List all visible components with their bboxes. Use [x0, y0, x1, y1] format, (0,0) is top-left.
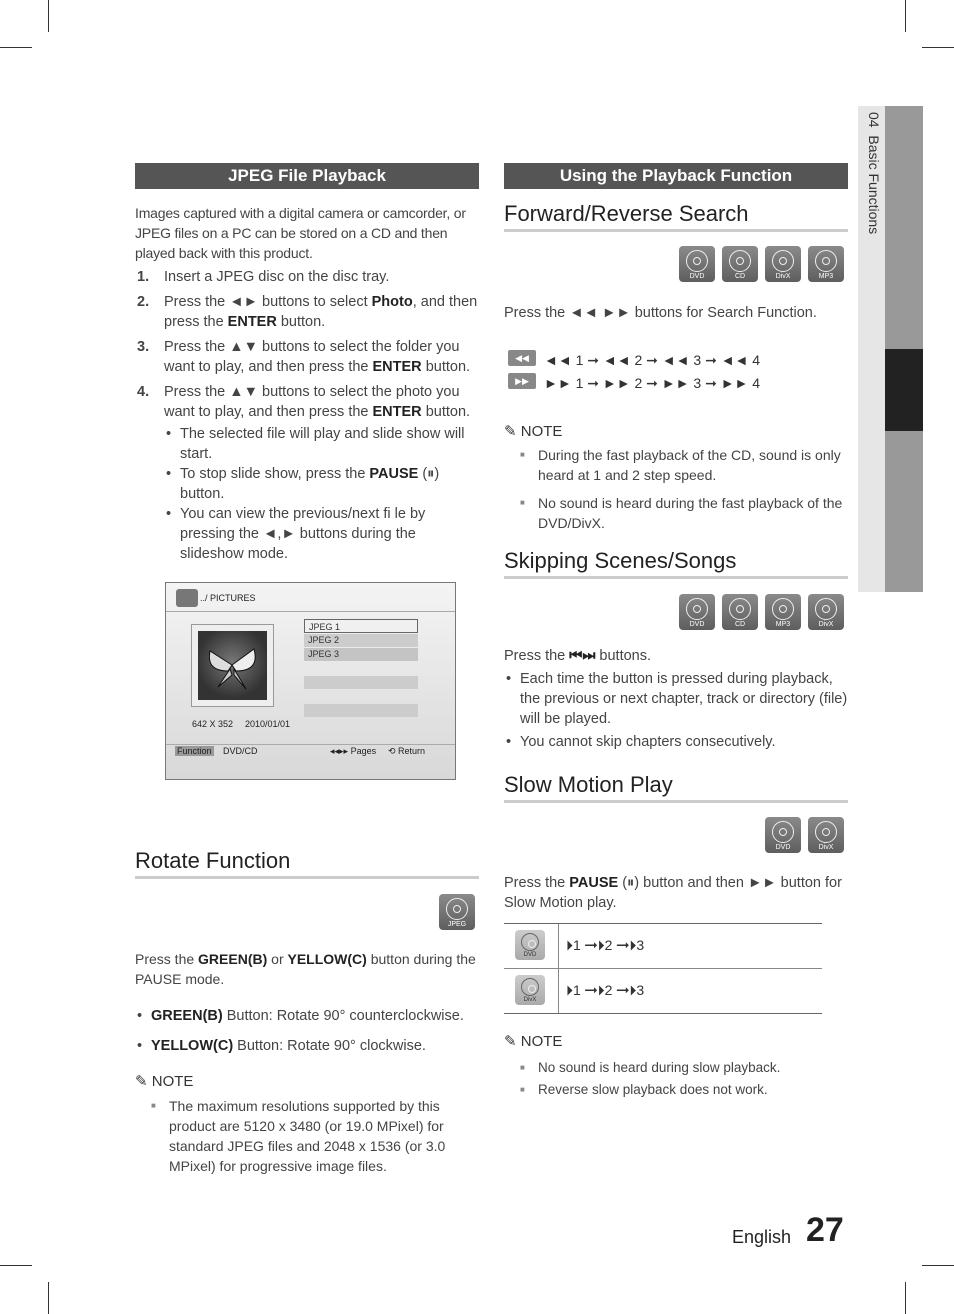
skip-title: Skipping Scenes/Songs: [504, 548, 848, 579]
chapter-number: 04: [866, 112, 882, 128]
table-icon-cell: [504, 969, 559, 1013]
divx-disc-icon: DivX: [808, 594, 844, 630]
file-item-empty: [304, 676, 418, 689]
source-label: DVD/CD: [223, 746, 258, 756]
dvd-disc-icon: DVD: [765, 817, 801, 853]
crop-mark: [905, 1282, 906, 1314]
butterfly-icon: [198, 631, 267, 700]
sidebar-label: [862, 112, 882, 312]
step-4: 4. Press the ▲▼ buttons to select the photo you want to play, and then press the ENTER button.: [137, 384, 471, 420]
dvd-disc-icon: DVD: [515, 930, 545, 960]
slow-sequence: ⏵1 ➞⏵2 ➞⏵3: [566, 982, 645, 998]
note-item: ■ The maximum resolutions supported by this product are 5120 x 3480 (or 19.0 MPixel) for standard JPEG files and 2048 x 1536 (or 3.0 MPixel) for progressive image files.: [149, 1096, 464, 1176]
bullet: • You cannot skip chapters consecutively.: [504, 732, 848, 752]
cd-disc-icon: CD: [722, 246, 758, 282]
mp3-disc-icon: MP3: [808, 246, 844, 282]
rotate-bullets: [135, 1006, 480, 1056]
photo-browser-screenshot: [165, 582, 456, 780]
skip-bullets: [504, 669, 848, 752]
photo-thumbnail: [191, 624, 274, 707]
rotate-notes: [149, 1096, 464, 1184]
butterfly-image: [198, 631, 267, 700]
file-item-empty: [304, 704, 418, 717]
jpeg-steps: [135, 267, 480, 564]
sidebar-band: [885, 431, 923, 592]
crop-mark: [48, 1282, 49, 1314]
return-hint: ⟲ Return: [388, 746, 426, 756]
slow-notes: [518, 1058, 848, 1108]
search-notes: [518, 445, 848, 541]
slow-title: Slow Motion Play: [504, 772, 848, 803]
folder-icon: [176, 589, 198, 607]
crop-mark: [922, 47, 954, 48]
slow-text: Press the PAUSE (⏸) button and then ►► button for Slow Motion play.: [504, 875, 842, 911]
photo-date: 2010/01/01: [245, 719, 291, 729]
skip-text: Press the ⏮⏭ buttons.: [504, 648, 652, 664]
jpeg-disc-icon: JPEG: [439, 894, 475, 930]
divx-disc-icon: DivX: [808, 817, 844, 853]
file-item-selected[interactable]: JPEG 1: [304, 619, 418, 633]
note-heading: ✎ NOTE: [504, 423, 563, 440]
rotate-text: Press the GREEN(B) or YELLOW(C) button during the PAUSE mode.: [135, 951, 476, 987]
pencil-icon: ✎: [504, 1033, 521, 1050]
note-item: ■ Reverse slow playback does not work.: [518, 1080, 848, 1100]
sidebar-band: [885, 106, 923, 349]
note-heading: ✎ NOTE: [504, 1033, 563, 1050]
footer-language: English: [732, 1227, 792, 1247]
function-button[interactable]: Function: [177, 746, 212, 756]
chapter-title: Basic Functions: [866, 135, 882, 235]
dvd-disc-icon: DVD: [679, 246, 715, 282]
table-icon-cell: [504, 924, 559, 968]
crop-mark: [905, 0, 906, 32]
rotate-title: Rotate Function: [135, 848, 479, 879]
cd-disc-icon: CD: [722, 594, 758, 630]
slow-sequence: ⏵1 ➞⏵2 ➞⏵3: [566, 937, 645, 953]
section-bar-playback: Using the Playback Function: [504, 163, 848, 189]
note-item: ■ No sound is heard during the fast playback of the DVD/DivX.: [518, 493, 848, 533]
search-title: Forward/Reverse Search: [504, 201, 848, 232]
divx-disc-icon: DivX: [765, 246, 801, 282]
step-3: 3. Press the ▲▼ buttons to select the folder you want to play, and then press the ENTER button.: [137, 339, 471, 375]
fast-forward-icon: ▶▶: [508, 373, 536, 389]
pages-hint: ◂◂▸▸ Pages: [330, 746, 377, 756]
rewind-sequence: ◄◄ 1 ➞ ◄◄ 2 ➞ ◄◄ 3 ➞ ◄◄ 4: [544, 352, 761, 368]
step-4-bullets: [135, 424, 480, 564]
note-item: ■ During the fast playback of the CD, sound is only heard at 1 and 2 step speed.: [518, 445, 848, 485]
crop-mark: [0, 1265, 32, 1266]
forward-sequence: ►► 1 ➞ ►► 2 ➞ ►► 3 ➞ ►► 4: [544, 375, 761, 391]
table-row: [504, 969, 822, 1013]
dvd-disc-icon: DVD: [679, 594, 715, 630]
step-1: 1. Insert a JPEG disc on the disc tray.: [137, 269, 390, 285]
file-item[interactable]: JPEG 3: [304, 648, 418, 661]
sidebar-active-band: [885, 349, 923, 431]
divider: [166, 611, 455, 612]
bullet: • You can view the previous/next fi le by pressing the ◄,► buttons during the slideshow mode.: [164, 504, 480, 564]
bullet: • YELLOW(C) Button: Rotate 90° clockwise.: [135, 1036, 480, 1056]
bullet: • The selected file will play and slide show will start.: [164, 424, 480, 464]
rewind-icon: ◀◀: [508, 350, 536, 366]
section-bar-jpeg: JPEG File Playback: [135, 163, 479, 189]
step-2: 2. Press the ◄► buttons to select Photo, and then press the ENTER button.: [137, 294, 478, 330]
divx-disc-icon: DivX: [515, 975, 545, 1005]
divider: [166, 744, 455, 745]
crop-mark: [0, 47, 32, 48]
pencil-icon: ✎: [504, 423, 521, 440]
skip-buttons-icon: ⏮⏭: [569, 648, 596, 664]
photo-resolution: 642 X 352: [192, 719, 234, 729]
jpeg-intro: Images captured with a digital camera or camcorder, or JPEG files on a PC can be stored on a CD and then played back with this product.: [135, 205, 466, 261]
slow-table: [504, 923, 822, 1014]
pages-icon: ◂◂▸▸: [330, 746, 351, 756]
return-icon: ⟲: [388, 746, 399, 756]
note-heading: ✎ NOTE: [135, 1073, 194, 1090]
screen-path: ../ PICTURES: [200, 593, 256, 603]
crop-mark: [48, 0, 49, 32]
note-item: ■ No sound is heard during slow playback.: [518, 1058, 848, 1078]
crop-mark: [922, 1265, 954, 1266]
bullet: • To stop slide show, press the PAUSE (⏸) button.: [164, 464, 480, 504]
table-row: [504, 924, 822, 969]
search-text: Press the ◄◄ ►► buttons for Search Function.: [504, 305, 817, 321]
mp3-disc-icon: MP3: [765, 594, 801, 630]
bullet: • GREEN(B) Button: Rotate 90° counterclockwise.: [135, 1006, 480, 1026]
page-number: 27: [806, 1211, 844, 1249]
bullet: • Each time the button is pressed during playback, the previous or next chapter, track or directory (file) will be played.: [504, 669, 848, 729]
file-item[interactable]: JPEG 2: [304, 634, 418, 647]
pencil-icon: ✎: [135, 1073, 152, 1090]
